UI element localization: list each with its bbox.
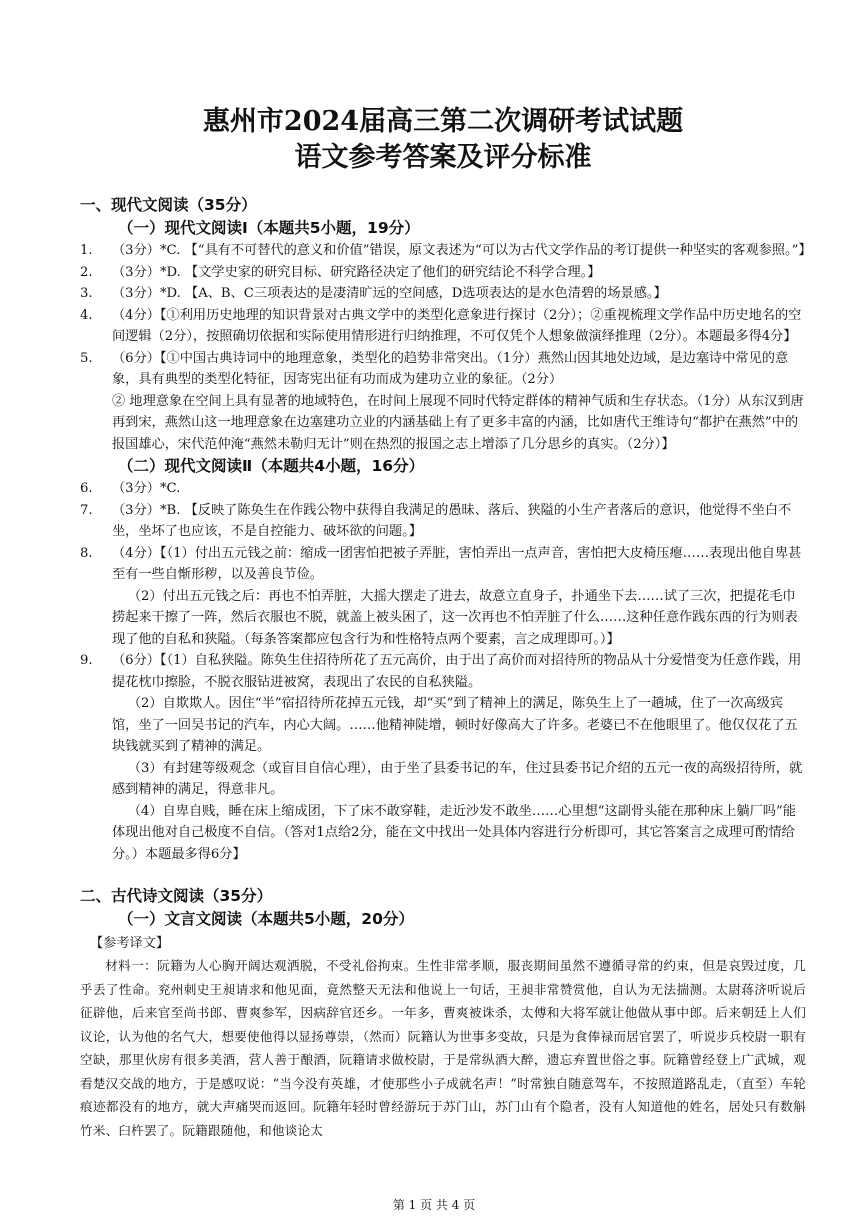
answer-number: 9.	[80, 653, 93, 668]
answer-text: （6分）【（1）自私狭隘。陈奂生住招待所花了五元高价，由于出了高价而对招待所的物品从十分爱惜变为任意作践，用提花枕巾擦脸，不脱衣服钻进被窝，表现出了农民的自私狭隘。	[112, 653, 802, 690]
answer-item	[80, 500, 806, 543]
answer-item	[80, 240, 812, 262]
answer-text: （3分）*C. 【“具有不可替代的意义和价值”错误，原文表述为“可以为古代文学作品的考订提供一种坚实的客观参照。”】	[112, 243, 812, 258]
answer-text: （3分）*D. 【文学史家的研究目标、研究路径决定了他们的研究结论不科学合理。】	[112, 264, 601, 280]
answer-item	[80, 348, 806, 391]
answer-item	[80, 543, 806, 586]
section1-part1-heading: （一）现代文阅读Ⅰ（本题共5小题，19分）	[118, 219, 420, 237]
answer-number: 1.	[80, 243, 93, 258]
answer-item	[80, 283, 806, 305]
answer-number: 8.	[80, 545, 93, 561]
answer-continuation: （3）有封建等级观念（或盲目自信心理），由于坐了县委书记的车，住过县委书记介绍的五元一夜的高级招待所，就感到精神的满足，得意非凡。	[112, 760, 803, 797]
section1-part2-heading: （二）现代文阅读Ⅱ（本题共4小题，16分）	[118, 457, 425, 475]
answer-item	[80, 650, 806, 693]
answer-number: 6.	[80, 481, 93, 496]
answer-text: （3分）*B. 【反映了陈奂生在作践公物中获得自我满足的愚昧、落后、狭隘的小生产者落后的意识，他觉得不坐白不坐，坐坏了也应该，不是自控能力、破坏欲的问题。】	[112, 502, 792, 539]
answer-text: （3分）*C.	[112, 481, 181, 496]
answer-text: （4分）【①利用历史地理的知识背景对古典文学中的类型化意象进行探讨（2分）；②重视梳理文学作品中历史地名的空间逻辑（2分），按照确切依据和实际使用情形进行归纳推理，不可仅凭个人想象做演绎推理（2分）。本题最多得4分】	[112, 307, 802, 344]
answer-item	[80, 305, 806, 348]
page-footer: 第 1 页 共 4 页	[392, 1198, 476, 1212]
answer-number: 7.	[80, 502, 93, 518]
answer-text: （4分）【（1）付出五元钱之前：缩成一团害怕把被子弄脏，害怕弄出一点声音，害怕把大皮椅压瘪……表现出他自卑甚至有一些自惭形秽，以及善良节俭。	[112, 545, 802, 582]
translation-label: 【参考译文】	[90, 936, 170, 951]
answer-number: 3.	[80, 286, 93, 301]
answer-continuation: （2）自欺欺人。因住“半”宿招待所花掉五元钱，却“买”到了精神上的满足，陈奂生上了一趟城，住了一次高级宾馆，坐了一回吴书记的汽车，内心大阔。……他精神陡增，顿时好像高大了许多。老婆已不在他眼里了。他仅仅花了五块钱就买到了精神的满足。	[112, 696, 798, 754]
document-title: 惠州市2024届高三第二次调研考试试题	[202, 106, 684, 137]
answer-text: （3分）*D. 【A、B、C三项表达的是凄清旷远的空间感，D选项表达的是水色清碧的场景感。】	[112, 286, 667, 301]
reference-translation: 材料一：阮籍为人心胸开阔达观洒脱，不受礼俗拘束。生性非常孝顺，服丧期间虽然不遵循寻常的约束，但是哀毁过度，几乎丢了性命。兖州刺史王昶请求和他见面，竟然整天无法和他说上一句话，王昶非常赞赏他，自认为无法揣测。太尉蒋济听说后征辟他，后来官至尚书郎、曹爽参军，因病辞官还乡。一年多，曹爽被诛杀，太傅和大将军就让他做从事中郎。后来朝廷上人们议论，认为他的名气大，想要使他得以显扬尊崇，（然而）阮籍认为世事多变故，只是为食俸禄而居官罢了，听说步兵校尉一职有空缺，那里伙房有很多美酒，营人善于酿酒，阮籍请求做校尉，于是常纵酒大醉，遗忘弃置世俗之事。阮籍曾经登上广武城，观看楚汉交战的地方，于是感叹说：“当今没有英雄，才使那些小子成就名声！”时常独自随意驾车，不按照道路乱走，（直至）车轮痕迹都没有的地方，就大声痛哭而返回。阮籍年轻时曾经游玩于苏门山，苏门山有个隐者，没有人知道他的姓名，居处只有数斛竹米、臼杵罢了。阮籍跟随他，和他谈论太	[80, 958, 806, 1138]
answer-continuation: ② 地理意象在空间上具有显著的地域特色，在时间上展现不同时代特定群体的精神气质和生存状态。（1分）从东汉到唐再到宋，燕然山这一地理意象在边塞建功立业的内涵基础上有了更多丰富的内涵，比如唐代王维诗句“都护在燕然”中的报国雄心，宋代范仲淹“燕然未勒归无计”则在热烈的报国之志上增添了几分思乡的真实。（2分）】	[112, 393, 804, 452]
answer-text: （6分）【①中国古典诗词中的地理意象，类型化的趋势非常突出。（1分）燕然山因其地处边域，是边塞诗中常见的意象，具有典型的类型化特征，因寄宪出征有功而成为建功立业的象征。（2分）	[112, 350, 789, 387]
document-subtitle: 语文参考答案及评分标准	[294, 142, 592, 173]
answer-item	[80, 478, 806, 500]
answer-number: 4.	[80, 307, 93, 323]
section2-heading: 二、古代诗文阅读（35分）	[80, 887, 273, 905]
section1-heading: 一、现代文阅读（35分）	[80, 196, 257, 214]
answer-continuation: （2）付出五元钱之后：再也不怕弄脏，大摇大摆走了进去，故意立直身子，扑通坐下去……试了三次，把提花毛巾捞起来干擦了一阵，然后衣服也不脱，就盖上被头困了，这一次再也不怕弄脏了什么……这种任意作践东西的行为则表现了他的自私和狭隘。（每条答案都应包含行为和性格特点两个要素，言之成理即可。）】	[112, 588, 798, 647]
answer-continuation: （4）自卑自贱，睡在床上缩成团，下了床不敢穿鞋，走近沙发不敢坐……心里想“这副骨头能在那种床上躺厂吗”能体现出他对自己极度不自信。（答对1点给2分，能在文中找出一处具体内容进行分析即可，其它答案言之成理可酌情给分。）本题最多得6分】	[112, 803, 796, 862]
answer-number: 5.	[80, 350, 93, 366]
answer-number: 2.	[80, 264, 93, 280]
section2-part1-heading: （一）文言文阅读（本题共5小题，20分）	[118, 910, 414, 928]
answer-item	[80, 262, 806, 284]
